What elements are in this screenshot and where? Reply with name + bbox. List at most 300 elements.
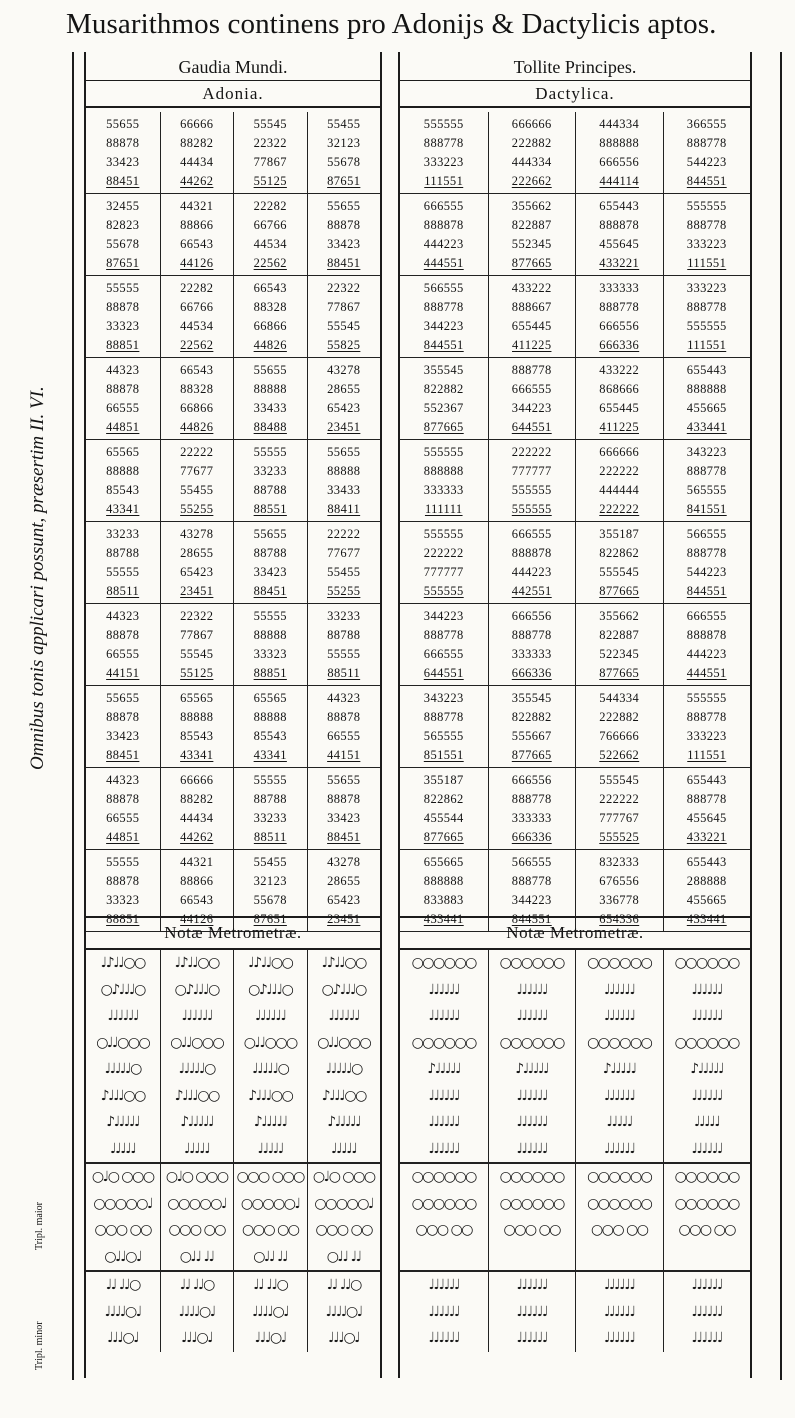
number-cell: 88866: [180, 874, 214, 888]
number-cell: 822887: [511, 218, 552, 232]
number-cell: 655443: [686, 855, 727, 869]
number-cell: 544223: [686, 155, 727, 169]
number-cell: 355187: [423, 773, 464, 787]
note-row: ○○○○○○: [411, 955, 476, 971]
number-cell: 88888: [253, 628, 287, 642]
outer-right-rule: [780, 52, 782, 1380]
number-cell: 88551: [253, 502, 287, 516]
number-cell: 88851: [253, 666, 287, 680]
number-cell: 822862: [599, 546, 640, 560]
note-row: [664, 1244, 751, 1271]
number-cell: 555525: [599, 830, 640, 844]
note-row: ♩♩♩♩♩♩: [107, 1008, 139, 1024]
note-row: ♩♩♩♩♩♩: [516, 1303, 548, 1320]
note-row: ○○○○○○: [499, 955, 564, 971]
number-cell: 822882: [423, 382, 464, 396]
number-cell: 333223: [686, 237, 727, 251]
number-cell: 88511: [253, 830, 287, 844]
number-cell: 88888: [327, 464, 361, 478]
note-row: ♪♩♩♩♩♩: [106, 1114, 140, 1130]
note-row: ♩♩♩♩♩♩: [691, 981, 723, 998]
number-cell: 65565: [253, 691, 287, 705]
note-row: ♩♩♩♩♩♩: [428, 981, 460, 998]
number-block: [664, 440, 751, 522]
number-block: [400, 768, 488, 850]
number-block: [86, 768, 160, 850]
number-cell: 822887: [599, 628, 640, 642]
number-block: [576, 522, 663, 604]
number-cell: 43341: [253, 748, 287, 762]
number-cell: 88878: [106, 136, 140, 150]
number-cell: 444551: [423, 256, 464, 270]
number-cell: 555555: [511, 502, 552, 516]
number-cell: 676556: [599, 874, 640, 888]
number-cell: 366555: [686, 117, 727, 131]
number-cell: 666555: [686, 609, 727, 623]
number-cell: 111551: [687, 338, 727, 352]
number-block: [234, 768, 307, 850]
number-cell: 552345: [511, 237, 552, 251]
number-cell: 111551: [687, 256, 727, 270]
number-cell: 844551: [423, 338, 464, 352]
note-row: ○○○○○○: [499, 1195, 564, 1212]
number-block: [161, 440, 234, 522]
number-cell: 433222: [599, 363, 640, 377]
number-cell: 877665: [511, 256, 552, 270]
number-cell: 88788: [327, 628, 361, 642]
number-block: [308, 768, 381, 850]
number-cell: 33433: [253, 401, 287, 415]
number-block: [308, 194, 381, 276]
number-cell: 85543: [253, 729, 287, 743]
number-cell: 444334: [599, 117, 640, 131]
note-row: ♩♩♩♩♩○: [252, 1061, 289, 1077]
number-cell: 888888: [423, 464, 464, 478]
note-row: ♩♩♩♩○♩: [178, 1303, 215, 1320]
number-cell: 655445: [599, 401, 640, 415]
number-cell: 66766: [180, 300, 214, 314]
number-cell: 66866: [253, 319, 287, 333]
number-cell: 55255: [180, 502, 214, 516]
number-cell: 555545: [599, 565, 640, 579]
number-cell: 22282: [180, 281, 214, 295]
number-block: [489, 358, 576, 440]
number-block: [576, 768, 663, 850]
number-cell: 23451: [327, 912, 361, 926]
note-row: ○○○ ○○: [94, 1222, 152, 1238]
left-panel-title: Gaudia Mundi.: [86, 54, 380, 81]
note-row: ○○○ ○○: [415, 1222, 473, 1238]
number-block: [308, 604, 381, 686]
number-cell: 841551: [686, 502, 727, 516]
note-row: ○○○○○♩: [240, 1195, 300, 1212]
number-cell: 655443: [599, 199, 640, 213]
number-block: [86, 604, 160, 686]
note-row: ♩♩♩♩♩♩: [428, 1008, 460, 1024]
note-row: ○○○○○○: [664, 1162, 751, 1191]
number-cell: 877665: [511, 748, 552, 762]
number-cell: 32455: [106, 199, 140, 213]
note-row: ♩♩♩♩♩♩: [400, 1270, 488, 1299]
note-row: ♩♩♩♩♩♩: [603, 1008, 635, 1024]
number-block: [308, 358, 381, 440]
number-cell: 344223: [511, 401, 552, 415]
number-cell: 88851: [106, 912, 140, 926]
number-cell: 55555: [106, 281, 140, 295]
number-cell: 888778: [511, 792, 552, 806]
number-block: [308, 522, 381, 604]
number-cell: 355662: [599, 609, 640, 623]
number-cell: 888878: [599, 218, 640, 232]
number-block: [86, 522, 160, 604]
number-cell: 777767: [599, 811, 640, 825]
number-cell: 77677: [180, 464, 214, 478]
number-cell: 66543: [253, 281, 287, 295]
note-row: ○○○○○♩: [93, 1195, 153, 1212]
note-row: ○♩○ ○○○: [308, 1162, 381, 1191]
number-cell: 888667: [511, 300, 552, 314]
number-cell: 111551: [687, 748, 727, 762]
number-cell: 444223: [686, 647, 727, 661]
number-cell: 88888: [253, 382, 287, 396]
number-cell: 55455: [253, 855, 287, 869]
number-block: [86, 194, 160, 276]
number-cell: 55555: [327, 647, 361, 661]
number-cell: 55655: [327, 445, 361, 459]
note-column: [575, 950, 663, 1352]
number-cell: 77677: [327, 546, 361, 560]
note-row: ○♩♩ ♩♩: [179, 1248, 214, 1265]
note-row: ♩♩♩♩○♩: [252, 1303, 289, 1320]
number-block: [489, 522, 576, 604]
number-cell: 888778: [599, 300, 640, 314]
number-cell: 66543: [180, 893, 214, 907]
number-cell: 455544: [423, 811, 464, 825]
number-cell: 455645: [599, 237, 640, 251]
number-column: [400, 112, 488, 932]
note-row: ○○○○○○: [411, 1034, 476, 1051]
number-cell: 33323: [253, 647, 287, 661]
note-row: ○○○ ○○: [315, 1222, 373, 1238]
number-cell: 55678: [327, 155, 361, 169]
number-cell: 522345: [599, 647, 640, 661]
number-block: [161, 112, 234, 194]
note-row: ♩♩♩♩♩♩: [603, 1330, 635, 1346]
number-block: [86, 112, 160, 194]
number-column: [575, 112, 663, 932]
number-cell: 65423: [327, 893, 361, 907]
note-row: ○♩○ ○○○: [86, 1162, 160, 1191]
number-cell: 88866: [180, 218, 214, 232]
note-row: [400, 1244, 488, 1271]
number-block: [234, 276, 307, 358]
number-cell: 44321: [180, 199, 214, 213]
number-block: [576, 276, 663, 358]
number-cell: 566555: [511, 855, 552, 869]
number-cell: 355187: [599, 527, 640, 541]
number-block: [400, 194, 488, 276]
note-row: ○○○ ○○○: [234, 1162, 307, 1191]
number-cell: 777777: [511, 464, 552, 478]
note-row: [576, 1244, 663, 1271]
number-cell: 32123: [327, 136, 361, 150]
number-cell: 33323: [106, 319, 140, 333]
number-cell: 88451: [253, 584, 287, 598]
number-cell: 44151: [327, 748, 361, 762]
number-block: [161, 358, 234, 440]
note-row: ♩♩♩♩♩♩: [664, 1270, 751, 1299]
number-cell: 555555: [423, 117, 464, 131]
right-panel-subtitle: Dactylica.: [400, 82, 750, 108]
triple-major-label: Tripl. maior: [34, 1202, 45, 1250]
note-row: ○○○○○○: [489, 1162, 576, 1191]
number-cell: 44262: [180, 830, 214, 844]
number-cell: 455665: [686, 893, 727, 907]
number-cell: 555545: [599, 773, 640, 787]
note-column: [488, 950, 576, 1352]
number-cell: 66555: [106, 647, 140, 661]
number-cell: 333223: [686, 281, 727, 295]
number-cell: 88328: [253, 300, 287, 314]
number-cell: 666556: [511, 609, 552, 623]
number-block: [489, 440, 576, 522]
number-cell: 88451: [106, 174, 140, 188]
note-row: ○♩♩○♩: [104, 1248, 142, 1265]
note-row: ♩♩♩♩♩♩: [181, 1008, 213, 1024]
number-cell: 88878: [106, 710, 140, 724]
number-cell: 355545: [423, 363, 464, 377]
number-cell: 55655: [327, 773, 361, 787]
right-notes-grid: [400, 950, 750, 1352]
number-cell: 65565: [180, 691, 214, 705]
number-cell: 888778: [686, 464, 727, 478]
note-row: ♩♩♩♩♩: [183, 1140, 210, 1157]
number-block: [161, 604, 234, 686]
number-block: [576, 112, 663, 194]
number-cell: 88511: [106, 584, 140, 598]
number-cell: 222222: [599, 502, 640, 516]
number-cell: 888778: [423, 300, 464, 314]
number-cell: 444551: [686, 666, 727, 680]
note-row: ○○○○○○: [411, 1195, 476, 1212]
number-cell: 666555: [423, 647, 464, 661]
number-cell: 433222: [511, 281, 552, 295]
note-row: ♩♩ ♩♩○: [308, 1270, 381, 1299]
note-row: ♩♩♩♩♩♩: [516, 1140, 548, 1157]
note-row: ♩♩ ♩♩○: [234, 1270, 307, 1299]
number-cell: 333223: [686, 729, 727, 743]
number-cell: 33233: [253, 464, 287, 478]
number-cell: 44826: [180, 420, 214, 434]
number-cell: 288888: [686, 874, 727, 888]
note-row: ♩♩♩♩♩♩: [691, 1008, 723, 1024]
number-cell: 888878: [686, 628, 727, 642]
note-row: ♩♩♩○♩: [107, 1330, 139, 1346]
number-cell: 33233: [253, 811, 287, 825]
number-cell: 88878: [327, 710, 361, 724]
number-cell: 88451: [327, 830, 361, 844]
number-cell: 833883: [423, 893, 464, 907]
number-cell: 888778: [511, 628, 552, 642]
number-cell: 65423: [180, 565, 214, 579]
number-cell: 88511: [327, 666, 361, 680]
number-cell: 888778: [511, 363, 552, 377]
number-cell: 55125: [180, 666, 214, 680]
number-cell: 888778: [686, 218, 727, 232]
number-cell: 44126: [180, 912, 214, 926]
number-cell: 33233: [327, 609, 361, 623]
number-block: [308, 276, 381, 358]
number-cell: 88888: [180, 710, 214, 724]
number-cell: 877665: [423, 830, 464, 844]
number-cell: 433441: [686, 912, 727, 926]
number-cell: 222222: [599, 464, 640, 478]
note-column: [86, 950, 160, 1352]
number-block: [234, 686, 307, 768]
number-cell: 222662: [511, 174, 552, 188]
number-cell: 55825: [327, 338, 361, 352]
note-row: ♩♩♩♩♩: [693, 1114, 720, 1130]
number-cell: 877665: [599, 666, 640, 680]
note-row: ○○○○○○: [587, 1034, 652, 1051]
note-row: ♩♩♩♩♩♩: [691, 1303, 723, 1320]
number-cell: 28655: [180, 546, 214, 560]
number-block: [400, 604, 488, 686]
number-cell: 444223: [423, 237, 464, 251]
number-block: [664, 522, 751, 604]
number-block: [664, 276, 751, 358]
number-cell: 77867: [253, 155, 287, 169]
number-cell: 88788: [253, 483, 287, 497]
number-block: [234, 194, 307, 276]
number-cell: 44323: [327, 691, 361, 705]
number-block: [161, 276, 234, 358]
number-cell: 333333: [511, 647, 552, 661]
number-block: [664, 686, 751, 768]
number-block: [489, 112, 576, 194]
number-cell: 555555: [686, 319, 727, 333]
number-cell: 666666: [599, 445, 640, 459]
note-row: ♪♩♩♩○○: [174, 1087, 219, 1104]
number-block: [161, 194, 234, 276]
number-cell: 222882: [599, 710, 640, 724]
note-row: ♩♩♩○♩: [254, 1330, 286, 1346]
number-cell: 33233: [106, 527, 140, 541]
number-cell: 666555: [511, 382, 552, 396]
number-cell: 33423: [327, 811, 361, 825]
number-cell: 88411: [327, 502, 361, 516]
number-cell: 555555: [511, 483, 552, 497]
number-cell: 444334: [511, 155, 552, 169]
number-cell: 44151: [106, 666, 140, 680]
number-cell: 544223: [686, 565, 727, 579]
number-block: [86, 276, 160, 358]
number-cell: 55655: [106, 691, 140, 705]
number-cell: 85543: [180, 729, 214, 743]
note-row: ♪♩♩♩○○: [321, 1087, 366, 1104]
number-block: [234, 604, 307, 686]
note-row: ♩♪♩♩○○: [248, 955, 293, 971]
number-cell: 877665: [599, 584, 640, 598]
number-cell: 55545: [253, 117, 287, 131]
number-cell: 55678: [253, 893, 287, 907]
number-cell: 44321: [180, 855, 214, 869]
number-cell: 66666: [180, 117, 214, 131]
number-cell: 344223: [511, 893, 552, 907]
note-row: ○♪♩♩♩○: [321, 981, 366, 998]
note-row: ♩♩♩♩♩♩: [516, 1330, 548, 1346]
note-column: [307, 950, 381, 1352]
number-cell: 55455: [180, 483, 214, 497]
note-row: ♩♩♩♩♩♩: [516, 1008, 548, 1024]
number-cell: 888878: [423, 218, 464, 232]
left-notae-title: Notæ Metrometræ.: [86, 916, 380, 950]
number-column: [233, 112, 307, 932]
number-cell: 333333: [511, 811, 552, 825]
number-cell: 33423: [327, 237, 361, 251]
number-cell: 888778: [686, 300, 727, 314]
number-cell: 88451: [327, 256, 361, 270]
number-cell: 644551: [511, 420, 552, 434]
number-cell: 43278: [327, 855, 361, 869]
number-cell: 877665: [423, 420, 464, 434]
number-cell: 343223: [423, 691, 464, 705]
number-block: [576, 358, 663, 440]
number-block: [308, 686, 381, 768]
number-block: [86, 440, 160, 522]
note-row: ♩♩♩♩♩: [109, 1140, 136, 1157]
number-cell: 88328: [180, 382, 214, 396]
number-column: [86, 112, 160, 932]
outer-left-rule: [72, 52, 74, 1380]
note-row: ♩♩♩♩♩♩: [516, 1114, 548, 1130]
number-cell: 88878: [327, 218, 361, 232]
number-cell: 33323: [106, 893, 140, 907]
number-cell: 66543: [180, 363, 214, 377]
number-block: [234, 522, 307, 604]
note-row: ♩♩♩○♩: [328, 1330, 360, 1346]
note-row: ♪♩♩♩♩♩: [427, 1061, 461, 1077]
number-cell: 55555: [253, 609, 287, 623]
number-cell: 888778: [423, 136, 464, 150]
left-number-grid: [86, 112, 380, 932]
number-column: [307, 112, 381, 932]
number-cell: 55655: [253, 527, 287, 541]
number-cell: 87651: [106, 256, 140, 270]
note-row: ○♩○ ○○○: [161, 1162, 234, 1191]
note-row: ♩♩♩♩♩♩: [603, 981, 635, 998]
number-cell: 555555: [423, 584, 464, 598]
number-cell: 88788: [106, 546, 140, 560]
note-row: ○○○○○○: [587, 1195, 652, 1212]
number-cell: 644551: [423, 666, 464, 680]
right-panel-title: Tollite Principes.: [400, 54, 750, 81]
note-row: ○○○ ○○: [590, 1222, 648, 1238]
number-cell: 444114: [599, 174, 639, 188]
number-cell: 33433: [327, 483, 361, 497]
number-cell: 55555: [253, 773, 287, 787]
number-cell: 44434: [180, 811, 214, 825]
number-cell: 333333: [599, 281, 640, 295]
number-cell: 888778: [686, 710, 727, 724]
note-row: ○♩♩○○○: [96, 1034, 150, 1051]
number-cell: 55555: [106, 855, 140, 869]
note-row: ♩♩♩♩♩♩: [691, 1140, 723, 1157]
number-cell: 44851: [106, 830, 140, 844]
number-cell: 65423: [327, 401, 361, 415]
number-cell: 654336: [599, 912, 640, 926]
number-cell: 55678: [106, 237, 140, 251]
